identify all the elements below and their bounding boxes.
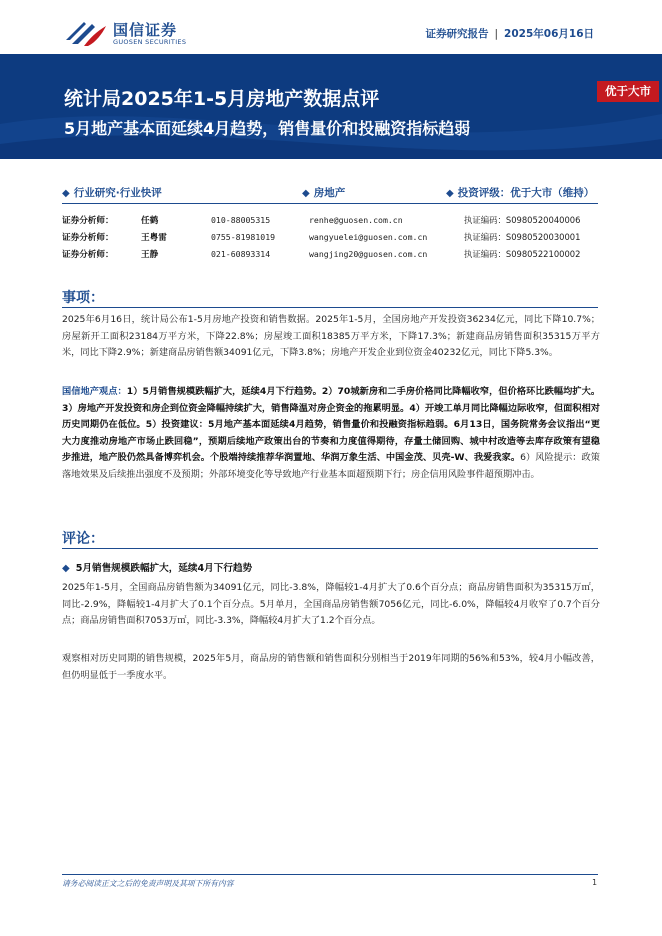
- analyst-phone: 010-88005315: [211, 214, 271, 225]
- diamond-icon: ◆: [446, 188, 454, 199]
- analyst-role: 证券分析师：: [62, 232, 114, 243]
- footer-disclaimer: 请务必阅读正文之后的免责声明及其项下所有内容: [62, 879, 234, 888]
- diamond-icon: ◆: [302, 188, 310, 199]
- analyst-phone: 0755-81981019: [211, 231, 276, 242]
- info-rating: ◆ 投资评级：优于大市（维持）: [446, 187, 595, 199]
- view-bold-text: 1）5月销售规模跌幅扩大，延续4月下行趋势。2）70城新房和二手房价格同比降幅收窄，但价格环比跌幅均扩大。3）房地产开发投资和房企到位资金降幅持续扩大，销售降温对房企资金的拖累明显。4）开竣工单月同比降幅边际收窄，但面积相对历史同期仍在低位。5）投资建议：5月地产基本面延续4月趋势，销售量价和投融资指标趋弱。6月13日，国务院常务会议指出“更大力度推动房地产市场止跌回稳”，预期后续地产政策出台的节奏和力度值得期待，存量土储回购、城中村改造等去库存政策有望稳步推进，地产股仍然具备博弈机会。个股端持续推荐华润置地、华润万象生活、中国金茂、贝壳-W、我爱我家。: [62, 386, 601, 463]
- analyst-email[interactable]: renhe@guosen.com.cn: [309, 214, 403, 225]
- section-title-events: 事项：: [62, 290, 104, 306]
- section-title-comment: 评论：: [62, 531, 104, 547]
- info-category: ◆ 行业研究·行业快评: [62, 187, 162, 199]
- divider: [62, 203, 598, 204]
- risk-text: 6）风险提示：政策落地效果及后续推出强度不及预期；外部环境变化等导致地产行业基本面超预期下行；房企信用风险事件超预期冲击。: [62, 452, 600, 480]
- analyst-code: 执证编码：S0980520040006: [464, 214, 581, 225]
- sub-heading: ◆ 5月销售规模跌幅扩大，延续4月下行趋势: [62, 563, 253, 574]
- comment-paragraph-2: 观察相对历史同期的销售规模，2025年5月，商品房的销售额和销售面积分别相当于2019年同期的56%和53%，较4月小幅改善，但仍明显低于一季度水平。: [62, 653, 600, 681]
- page-number: 1: [592, 878, 598, 887]
- analyst-code: 执证编码：S0980520030001: [464, 231, 581, 242]
- analyst-row: [62, 245, 580, 262]
- report-title: 统计局2025年1-5月房地产数据点评: [64, 88, 380, 110]
- analyst-role: 证券分析师：: [62, 215, 114, 226]
- analyst-row: [62, 228, 580, 245]
- divider: [62, 307, 598, 308]
- analyst-name: 王静: [141, 249, 159, 260]
- analyst-row: [62, 211, 580, 228]
- rating-badge: 优于大市: [597, 81, 659, 102]
- analyst-table: [62, 211, 580, 262]
- diamond-icon: ◆: [62, 563, 70, 574]
- report-type: 证券研究报告: [425, 28, 489, 40]
- view-paragraph: [62, 384, 600, 483]
- report-meta: 证券研究报告 | 2025年06月16日: [425, 28, 594, 40]
- divider: [62, 548, 598, 549]
- analyst-name: 王粤雷: [141, 232, 167, 243]
- comment-paragraph-1: 2025年1-5月，全国商品房销售额为34091亿元，同比-3.8%，降幅较1-4月扩大了0.6个百分点；商品房销售面积为35315万㎡，同比-2.9%，降幅较1-4月扩大了0.1个百分点。5月单月，全国商品房销售额7056亿元，同比-6.0%，降幅较4月收窄了0.7个百分点；商品房销售面积7053万㎡，同比-3.3%，降幅较4月扩大了1.2个百分点。: [62, 582, 600, 626]
- analyst-email[interactable]: wangjing20@guosen.com.cn: [309, 248, 428, 259]
- events-paragraph: 2025年6月16日，统计局公布1-5月房地产投资和销售数据。2025年1-5月，全国房地产开发投资36234亿元，同比下降10.7%；房屋新开工面积23184万平方米，下降22.8%；房屋竣工面积18385万平方米，下降17.3%；新建商品房销售面积35315万平方米，同比下降2.9%；新建商品房销售额34091亿元，下降3.8%；房地产开发企业到位资金40232亿元，同比下降5.3%。: [62, 314, 600, 358]
- view-label: 国信地产观点：: [62, 386, 127, 397]
- divider: [62, 874, 598, 875]
- logo-text-cn: 国信证券: [113, 21, 178, 39]
- analyst-phone: 021-60893314: [211, 248, 271, 259]
- analyst-name: 任鹤: [141, 215, 159, 226]
- guosen-logo-icon: [62, 18, 108, 48]
- analyst-email[interactable]: wangyuelei@guosen.com.cn: [309, 231, 428, 242]
- logo-text-en: GUOSEN SECURITIES: [113, 38, 187, 46]
- info-sector: ◆ 房地产: [302, 187, 346, 199]
- report-subtitle: 5月地产基本面延续4月趋势，销售量价和投融资指标趋弱: [64, 119, 471, 138]
- analyst-role: 证券分析师：: [62, 249, 114, 260]
- report-date: 2025年06月16日: [504, 28, 594, 40]
- diamond-icon: ◆: [62, 188, 70, 199]
- analyst-code: 执证编码：S0980522100002: [464, 248, 581, 259]
